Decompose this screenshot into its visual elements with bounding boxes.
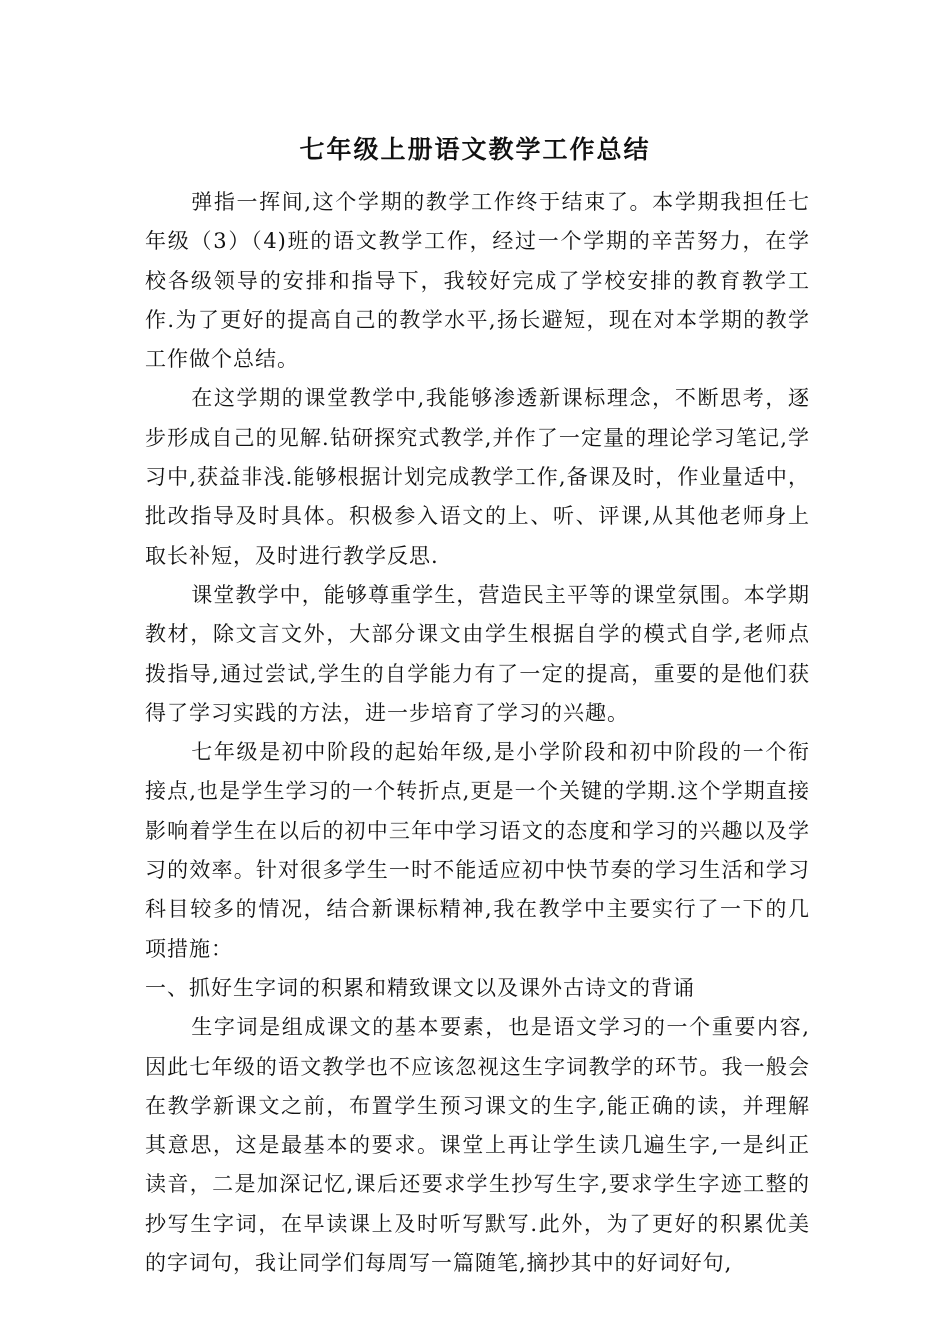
paragraph-1: 弹指一挥间,这个学期的教学工作终于结束了。本学期我担任七年级（3）（4)班的语文教学工作，经过一个学期的辛苦努力，在学校各级领导的安排和指导下，我较好完成了学校安排的教育教学工作.为了更好的提高自己的教学水平,扬长避短，现在对本学期的教学工作做个总结。 <box>145 190 810 372</box>
section-heading-1: 一、抓好生字词的积累和精致课文以及课外古诗文的背诵 <box>145 975 695 1000</box>
document-body <box>145 183 810 1283</box>
paragraph-2: 在这学期的课堂教学中,我能够渗透新课标理念，不断思考，逐步形成自己的见解.钻研探究式教学,并作了一定量的理论学习笔记,学习中,获益非浅.能够根据计划完成教学工作,备课及时，作业量适中，批改指导及时具体。积极参入语文的上、听、评课,从其他老师身上取长补短，及时进行教学反思. <box>145 386 810 568</box>
document-title: 七年级上册语文教学工作总结 <box>299 135 651 164</box>
paragraph-5: 生字词是组成课文的基本要素，也是语文学习的一个重要内容,因此七年级的语文教学也不应该忽视这生字词教学的环节。我一般会在教学新课文之前，布置学生预习课文的生字,能正确的读，并理解其意思，这是最基本的要求。课堂上再让学生读几遍生字,一是纠正读音，二是加深记忆,课后还要求学生抄写生字,要求学生字迹工整的抄写生字词，在早读课上及时听写默写.此外，为了更好的积累优美的字词句，我让同学们每周写一篇随笔,摘抄其中的好词好句, <box>145 1015 810 1276</box>
paragraph-3: 课堂教学中，能够尊重学生，营造民主平等的课堂氛围。本学期教材，除文言文外，大部分课文由学生根据自学的模式自学,老师点拨指导,通过尝试,学生的自学能力有了一定的提高，重要的是他们获得了学习实践的方法，进一步培育了学习的兴趣。 <box>145 582 810 725</box>
paragraph-4: 七年级是初中阶段的起始年级,是小学阶段和初中阶段的一个衔接点,也是学生学习的一个转折点,更是一个关键的学期.这个学期直接影响着学生在以后的初中三年中学习语文的态度和学习的兴趣以及学习的效率。针对很多学生一时不能适应初中快节奏的学习生活和学习科目较多的情况，结合新课标精神,我在教学中主要实行了一下的几项措施： <box>145 740 810 961</box>
